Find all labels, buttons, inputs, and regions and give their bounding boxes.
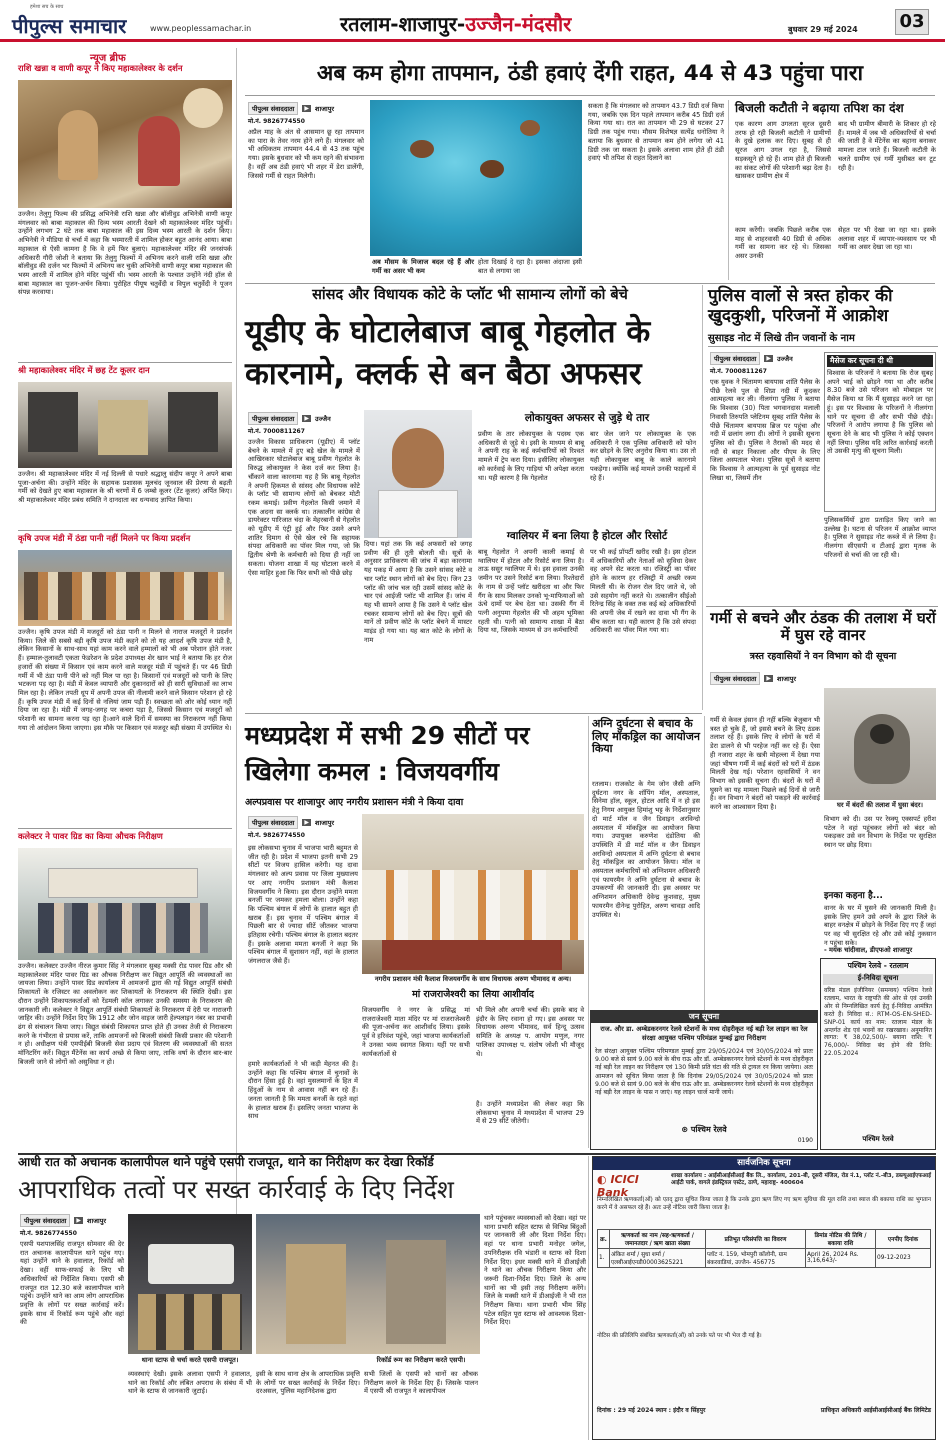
powercut-text-3: काम करेंगी। जबकि पिछले करीब एक माह से शाहरवासी 40 डिग्री से अधिक गर्मी का सामना कर रहे थे। जिसका असर उनकी bbox=[735, 226, 831, 261]
tender-title: ई-निविदा सूचना bbox=[823, 974, 933, 985]
uda-sub1-text-2: बार जेल जाने पर लोकायुक्त के एक अधिकारी ने एक पुलिस अधिकारी को फोन कर छोड़ने के लिए अनुरोध किया था। उस तो यही लोकायुक्त बाबू के काले कारनामे पकड़ेगा। क्योंकि कई मामले उनकी फाइलों में रहे हैं। bbox=[590, 430, 696, 482]
suicide-headline: पुलिस वालों से त्रस्त होकर की खुदकुशी, परिजनों में आक्रोश bbox=[708, 286, 893, 326]
brief-4-photo bbox=[18, 848, 232, 960]
icici-col-header: एनपीए दिनांक bbox=[876, 1230, 931, 1249]
mockdrill-text: रतलाम। राजकोट के गेम जोन जैसी अग्नि दुर्घटना नगर के शॉपिंग मॉल, अस्पताल, सिनेमा हॉल, स्कूल, होटल आदि में न हो इस हेतु निगम आयुक्त हिमांशु भट्ट के निर्देशानुसार दो मार्ट मॉल व जैन डिवाइन अरविन्दो अस्पताल में मॉकड्रिल का आयोजन किया गया। उपायुक्त करुणेश दंडोतिया की उपस्थिति में डी मार्ट मॉल व जैन डिवाइन अरविन्दो अस्पताल में अग्नि दुर्घटना से बचाव हेतु मॉकड्रिल का आयोजन किया। मॉल व अस्पताल कर्मचारियों को अग्निशमन अधिकारी एवं फायरमैन ने अग्नि दुर्घटना से बचाव के उपकरणों की जानकारी दी। इस अवसर पर अग्निशमन अधिकारी देवेन्द्र कुशवाह, मुख्य फायरमैन दीनेन्द्र पुरोहित, अरुण चावड़ा आदि उपस्थित थे। bbox=[592, 780, 700, 919]
vijayvargiya-subhead-2: मां राजराजेश्वरी का लिया आशीर्वाद bbox=[412, 989, 534, 1000]
uda-kicker: सांसद और विधायक कोटे के प्लॉट भी सामान्य लोगों को बेचे bbox=[312, 287, 628, 303]
monkeys-headline: गर्मी से बचने और ठंडक की तलाश में घरों में घुस रहे वानर bbox=[710, 609, 936, 645]
table-cell: 09-12-2023 bbox=[876, 1249, 931, 1268]
railway-notice-footer: ⊛ पश्चिम रेलवे bbox=[681, 1125, 727, 1134]
brief-2-photo bbox=[18, 382, 232, 468]
monkey-photo-caption: घर में बंदरों की तलाश में घुसा बंदर। bbox=[837, 801, 923, 809]
page-number: 03 bbox=[895, 9, 929, 35]
icici-notice bbox=[592, 1156, 936, 1440]
icici-footer: नोटिस की प्रतिलिपि संबंधित ऋणकर्ता(ओं) को उनके पते पर भी भेज दी गई है। bbox=[597, 1333, 762, 1339]
sp-byline: पीपुल्स संवाददाता ▶ शाजापुर bbox=[20, 1214, 124, 1227]
suicide-text-2: पुलिसकर्मियों द्वारा प्रताड़ित किए जाने का उल्लेख है। घटना से परिजन में आक्रोश व्याप्त है। पुलिस ने सुसाइड नोट कब्जे में ले लिया है। नीलगंगा सीएसपी व टीआई द्वारा मृतक के परिजनों से चर्चा की जा रही थी। bbox=[824, 516, 936, 559]
uda-byline: पीपुल्स संवाददाता ▶ उज्जैन bbox=[248, 412, 360, 425]
person-figure bbox=[58, 110, 98, 180]
location-pin-icon: ▶ bbox=[766, 675, 772, 682]
vijayvargiya-text-3: है। उन्होंने मध्यप्रदेश की लेकर कहा कि लोकसभा चुनाव में मध्यप्रदेश में भाजपा 29 में से 29 सीटें जीतेगी। bbox=[476, 1100, 584, 1126]
powercut-text-4: सेहत पर भी देखा जा रहा था। इसके अलावा शहर में व्यापार-व्यवसाय पर भी गर्मी का असर देखा जा रहा था। bbox=[838, 226, 936, 252]
table-cell: 1. bbox=[598, 1249, 610, 1268]
monkeys-byline: पीपुल्स संवाददाता ▶ शाजापुर bbox=[710, 672, 820, 685]
tender-body: वरिष्ठ मंडल इंजीनियर (समन्वय) पश्चिम रेलवे रतलाम, भारत के राष्ट्रपति की ओर से एवं उनकी ओर से निम्नलिखित कार्य हेतु ई-निविदा आमंत्रित करते हैं। निविदा सं.: RTM-OS-EN-SHED-SNP-01 कार्य का नाम: रतलाम मंडल के अन्तर्गत शेड एवं भवनों का रखरखाव। अनुमानित लागत: ₹ 38,02,500/- बयाना राशि: ₹ 76,000/- निविदा बंद होने की तिथि: 22.05.2024 bbox=[824, 987, 932, 1058]
uda-text-2: दिया। यहां तक कि कई अफसरों को जगह प्रवीण की ही तूती बोलती थी। सूत्रों के अनुसार प्राधिकरण की जांच में बड़ा कारनामा यह पकड़ में आया है कि उसने सांसद कोटे व चार प्लॉट स्थान लोगों को बेच दिए। जिन 23 प्लॉट की जांच चल रही उसमें सांसद कोटे के चार एवं आईजी प्लॉट भी शामिल हैं। जांच में यह भी सामने आया है कि उसने ये प्लॉट खेल रचकर सामान्य लोगों को बेच दिए। सूत्रों की मानें तो प्रवीण कोटे के प्लॉट बेचने में मास्टर माइंड हो गया था। यह बात कोटे के लोगों के नाम bbox=[364, 540, 472, 644]
column-divider bbox=[236, 48, 237, 1258]
vijayvargiya-text-1: इस लोकसभा चुनाव में भाजपा भारी बहुमत से जीत रही है। प्रदेश में भाजपा इतनी सभी 29 सीटों पर विजय हासिल करेगी। यह दावा मंगलवार को अल्प प्रवास पर जिला मुख्यालय पर आए नगरीय प्रशासन मंत्री कैलाश विजयवर्गीय ने किया। इस दौरान उन्होंने ममता बनर्जी पर जमकर हमला बोला। उन्होंने कहा कि पश्चिम बंगाल में लोगों के हालात बहुत ही खराब हैं। इस चुनाव में पश्चिम बंगाल में पिछली बार से ज्यादा सीटें जीतकर भाजपा इतिहास रचेगी। पश्चिम बंगाल के हालात बदतर हैं। इसके अलावा ममता बनर्जी ने कहा कि पश्चिम बंगाल में सुशासन नहीं, वहां के हालात जंगलराज जैसे हैं। bbox=[248, 844, 358, 966]
vijayvargiya-photo bbox=[362, 814, 584, 974]
divider bbox=[706, 606, 938, 607]
logo-tagline: हमेशा सच के साथ bbox=[30, 4, 64, 10]
icici-col-header: क्र. bbox=[598, 1230, 610, 1249]
police-officers bbox=[138, 1294, 242, 1350]
icici-table-header bbox=[598, 1230, 931, 1249]
sp-photo-1-caption: थाना स्टाफ से चर्चा करते एसपी राजपूत। bbox=[141, 1356, 239, 1364]
icici-signatory: प्राधिकृत अधिकारी आईसीआईसीआई बैंक लिमिटेड bbox=[820, 1407, 931, 1414]
brief-2-body: उज्जैन। श्री महाकालेश्वर मंदिर में नई दिल्ली से पधारे श्रद्धालु संदीप कपूर ने अपने बाबा पूजा-अर्चना की। उन्होंने मंदिर के सहायक प्रशासक मूलचंद जूनवाल की प्रेरणा से बढ़ती गर्मी को देखते हुए बाबा महाकाल के श्री चरणों में 6 जम्बो कूलर (टेंट कूलर) अर्पित किए। श्री महाकालेश्वर मंदिर प्रबंध समिति ने दानदाता का धन्यवाद ज्ञापित किया। bbox=[18, 470, 232, 505]
swimmer-figure bbox=[410, 140, 434, 158]
weather-photo-caption: अब मौसम के मिजाज बदल रहे हैं और गर्मी का असर भी कम bbox=[372, 258, 474, 275]
sp-text-4: सभी जिलों के एसपी को थानों का औचक निरीक्षण करने के निर्देश दिए हैं। जिसके पालन में एसपी श्री राजपूत ने कालापीपल bbox=[364, 1370, 478, 1396]
website-link[interactable]: www.peoplessamachar.in bbox=[150, 24, 252, 33]
suicide-box-title: मैसेज कर सूचना दी थी bbox=[827, 355, 933, 367]
vijayvargiya-headline: मध्यप्रदेश में सभी 29 सीटों पर खिलेगा कमल : विजयवर्गीय bbox=[245, 721, 530, 787]
table-row bbox=[598, 1249, 931, 1268]
icici-table bbox=[597, 1229, 931, 1268]
location-pin-icon: ▶ bbox=[304, 105, 310, 112]
vijayvargiya-sub-text-2: भी मिले और अपनी चर्चा की। इसके बाद वे इंदौर के लिए रवाना हो गए। इस अवसर पर विधायक अरुण भीमावद, सर्व हिन्दू उत्सव समिति के अध्यक्ष प. आयोग मणुल, नगर पालिका उपाध्यक्ष प. संतोष जोशी भी मौजूद थे। bbox=[476, 1006, 584, 1058]
icici-col-header: डिमांड नोटिस की तिथि / बकाया राशि bbox=[806, 1230, 876, 1249]
officer-figure bbox=[286, 1244, 346, 1344]
icici-body: निम्नलिखित ऋणकर्ता(ओं) को एतद् द्वारा सूचित किया जाता है कि उनके द्वारा ऋण लिए गए ऋण सुविधा की मूल राशि तथा ब्याज की बकाया राशि का भुगतान करने में वे असफल रहे हैं। अतः उन्हें नोटिस जारी किया जाता है। bbox=[597, 1197, 931, 1211]
vijayvargiya-mobile: मो.नं. 9826774550 bbox=[248, 832, 305, 839]
sp-text-2: व्यवस्थाएं देखी। इसके अलावा एसपी ने हवालात, थाने का रिकॉर्ड और लंबित अपराध के संबंध में भी थाने के स्टाफ से जानकारी जुटाई। bbox=[128, 1370, 252, 1396]
swimmer-figure bbox=[520, 120, 540, 136]
icici-date-place: दिनांक : 29 मई 2024 स्थान : इंदौर व सिंहपुर bbox=[597, 1407, 706, 1414]
divider bbox=[18, 828, 232, 829]
man-shirt bbox=[378, 490, 458, 538]
brief-4-body: उज्जैन। कलेक्टर उज्जैन नीरज कुमार सिंह ने मंगलवार सुबह मक्सी रोड पावर ग्रिड और श्री महाकालेश्वर मंदिर पावर ग्रिड का औचक निरीक्षण कर विद्युत आपूर्ति की व्यवस्थाओं का जायजा लिया। उन्होंने पावर ग्रिड कार्यालय में आमजनों द्वारा की गई विद्युत आपूर्ति संबंधी शिकायतों के रजिस्टर का अवलोकन कर शिकायतों के निराकरण की स्थिति देखी। इस दौरान उन्होंने शिकायतकर्ताओं को रेंडमली कॉल लगाकर उनकी समस्या के निराकरण की जानकारी ली। कलेक्टर ने विद्युत आपूर्ति संबंधी शिकायतों के निराकरण में देरी पर नाराजगी जाहिर की। उन्होंने निर्देश दिए कि 1912 और जोन वाइज जारी हेल्पलाइन नंबर का प्रभावी ढंग से संचालन किया जाए। विद्युत संबंधी शिकायत प्राप्त होते ही उनका तेजी से निराकरण करने के गंभीरता से प्रयास करें, ताकि आमजनों को बिजली संबंधी किसी प्रकार की परेशानी न हो। अधीक्षण यंत्री एमपीईबी बिजली सेवा प्रदाय एवं वितरण की व्यवस्थाओं की सतत मॉनिटरिंग करें। विद्युत मैंटेनेंस का कार्य अच्छे से किया जाए, ताकि वर्षा के दौरान बार-बार बिजली जाने से लोगों को असुविधा न हो। bbox=[18, 962, 232, 1066]
weather-text-2: सकता है कि मंगलवार को तापमान 43.7 डिग्री दर्ज किया गया, जबकि एक दिन पहले तापमान करीब 45 डिग्री दर्ज किया गया था। रात का तापमान भी 29 से घटकर 27 डिग्री तक पहुंच गया। मौसम विशेषज्ञ सत्येंद्र धनोतिया ने बताया कि बुधवार से तापमान कम होने लगेगा जो 41 डिग्री तक जा सकता है। इसके अलावा शाम होते ही ठंडी हवाएं भी तपिश से राहत दिलाने का bbox=[588, 102, 724, 163]
suicide-text-1: एक युवक ने चिंतामण बायपास शांति पैलेस के पीछे रेलवे पुल से शिप्रा नदी में कूदकर आत्महत्या कर ली। नीलगंगा पुलिस ने बताया कि विश्वास (30) पिता भगवानदास मलाली निवासी तिरुपति प्लेटिनम सुबह शांति पैलेस के पीछे चिंतामण बायपास ब्रिज पर पहुंचा और नदी में छलांग लगा दी। लोगों ने इसकी सूचना पुलिस को दी। पुलिस ने तैराकों की मदद से नदी से बाहर निकाला और पीएम के लिए जिला अस्पताल भेजा। पुलिस सूत्रों ने बताया कि विश्वास ने आत्महत्या के पूर्व सुसाइड नोट लिखा था, जिसमें तीन bbox=[710, 378, 820, 482]
table-cell: प्लॉट नं. 159, भोमपुरी कॉलोनी, ग्राम बंकरवाडियां, उज्जैन- 456775 bbox=[706, 1249, 806, 1268]
uda-sub1-text-1: प्रवीण के तार लोकायुक्त के पदस्थ एक अधिकारी से जुड़े थे। इसी के माध्यम से बाबू ने अपनी राह के कई कर्मचारियों को रिश्वत मामले में ट्रेप करा दिया। इसीलिए लोकायुक्त को कार्रवाई के लिए गाड़ियां भी अपेक्षा करता था। यही कारण है कि गेहलोत bbox=[478, 430, 584, 482]
powercut-text-1: एक कारण आग उगलता सूरज दूसरी तरफ हो रही बिजली कटौती ने ग्रामीणों के दुखे हलाक कर दिए। सुबह से ही सूरज आग उगल रहा है, जिससे सड़कसूने हो रहे हैं। शाम होते ही बिजली का संकट लोगों की परेशानी बढ़ा देता है। खासकर ग्रामीण क्षेत्र में bbox=[735, 120, 831, 181]
man-face bbox=[392, 428, 444, 488]
brief-4-headline: कलेक्टर ने पावर ग्रिड का किया औचक निरीक्षण bbox=[18, 831, 163, 841]
vijayvargiya-sub-text-1: विजयवर्गीय ने नगर के प्रसिद्ध मां राजराजेश्वरी माता मंदिर पर मां राजराजेश्वरी की पूजा-अर्चना कर आशीर्वाद लिया। इसके पूर्व वे हरिवंश पहुंचे, जहां भाजपा कार्यकर्ताओं ने उनका भव्य स्वागत किया। यहीं पर सभी कार्यकर्ताओं से bbox=[362, 1006, 470, 1058]
office-counter bbox=[48, 868, 198, 898]
sp-text-1: एसपी यशपालसिंह राजपूत सोमवार की देर रात अचानक कालापीपल थाने पहुंच गए। यहां उन्होंने थाने के हवालात, रिकॉर्ड को देखा। वहीं साफ-सफाई के लिए भी अधिकारियों को निर्देशित किया। एसपी श्री राजपूत रात 12.30 बजे कालापीपल थाने पहुंचे। उन्होंने थाने का आम लोग आपराधिक प्रवृत्ति के लोगों पर सख्त कार्रवाई करें। इसके साथ में रिकॉर्ड रूम पहुंचे और वहां की bbox=[20, 1240, 124, 1327]
location-pin-icon: ▶ bbox=[304, 415, 310, 422]
uda-accused-photo bbox=[364, 410, 472, 538]
icici-logo: ◐ ICICI Bank bbox=[597, 1173, 639, 1199]
icici-col-header: ऋणकर्ता का नाम /सह-ऋणकर्ता / जमानतदार / ऋण खाता संख्या bbox=[610, 1230, 706, 1249]
shivling-image bbox=[183, 88, 223, 128]
powercut-headline: बिजली कटौती ने बढ़ाया तपिश का दंश bbox=[735, 101, 904, 115]
icici-col-header: प्रतिभूत परिसंपत्ति का विवरण bbox=[706, 1230, 806, 1249]
news-brief-label: न्यूज ब्रीफ bbox=[90, 53, 126, 64]
uda-sub2-text-1: बाबू गेहलोत ने अपनी काली कमाई से ग्वालियर में होटल और रिसोर्ट बना लिया है। ताऊ ससुर ग्वालियर में थे। इस हवाला उनकी जमीन पर उसने रिसोर्ट बना लिया। रिश्तेदारों के नाम से उन्हें प्लॉट खरीदता था और फिर गैंग के साथ मिलकर उनको भू-माफियाओं को ऊंचे दामों पर बेच देता था। उसकी गैंग में पत्नी अनुपमा गेहलोत की भी अहम भूमिका रहती थी। पत्नी को सामान्य शाखा में बैठा दिया था, जिसके माध्यम से उन कर्मचारियों bbox=[478, 548, 584, 635]
seating-area bbox=[382, 940, 562, 970]
person-figure bbox=[138, 116, 180, 186]
leaders-group bbox=[362, 870, 584, 940]
location-pin-icon: ▶ bbox=[304, 819, 310, 826]
uda-sub2-text-2: पर भी कई प्रॉपर्टी खरीद रखी है। इस होटल में अधिकारियों और नेताओं को सुविधा देकर वह अपने सेट करता था। रजिस्ट्री का पॉवर होने के कारण हर रजिस्ट्री में अच्छी रकम मिलती थी। के रोजन रोल दिए जाते थे, जो उसे सहयोग नहीं करते थे। तत्कालीन सीईओ रितेन्द्र सिंह के वक्त तक कई बड़े अधिकारियों की अपनी जेब में रखने का दावा भी गैंग के बीच करता था। यही कारण है कि उसे संपदा अधिकारी का पॉवर मिल गया था। bbox=[590, 548, 696, 635]
uda-subhead-1: लोकायुक्त अफसर से जुड़े थे तार bbox=[524, 412, 650, 424]
brief-3-body: उज्जैन। कृषि उपज मंडी में मजदूरों को ठंडा पानी न मिलने से नाराज मजदूरों ने प्रदर्शन किया। जिले की सबसे बड़ी कृषि उपज मंडी कहने को तो यह आदर्श कृषि उपज मंडी है, लेकिन किसानों के साथ-साथ यहां काम करने वाले हम्मालों को भी अब परेशान होते नजर हैं। हम्माल-तुलावटी एकता फेडरेशन के प्रदेश उपाध्यक्ष शेर खान भाई ने बताया कि हर रोज हजारों की संख्या में किसान एवं काम करने वाले मजदूर मंडी में पहुंचते हैं। पर 46 डिग्री गर्मी में भी ठंडा पानी पीने को नहीं मिल पा रहा है। किसानों एवं मजदूरों को पानी के लिए भटकना पड़ रहा है। मंडी में केवल व्यापारी और दुकानदारों को ही सारी सुविधाओं का लाभ मिल रहा है। लेकिन तपती धूप में अपनी उपज की नीलामी करने वाले किसान परेशान हो रहे हैं। कृषि उपज मंडी में कई दिनों से नलियां जाम पड़ी हैं। स्वच्छता को ओर कोई ध्यान नहीं दिया जा रहा है। मंडी में जगह-जगह पर कचरा पड़ा है, जिससे किसान एवं मजदूरों को परेशानी का सामना करना पड़ रहा है।आने वाले दिनों में समस्या का निराकरण नहीं किया गया तो आंदोलन किया जाएगा। इस मौके पर किसान एवं मजदूर बड़ी संख्या में उपस्थित थे। bbox=[18, 628, 232, 732]
vijayvargiya-byline-wrap bbox=[248, 816, 358, 842]
weather-text-below: होता दिखाई दे रहा है। इसका अंदाजा इसी बात से लगाया जा bbox=[478, 258, 582, 275]
vijayvargiya-subhead: अल्पप्रवास पर शाजापुर आए नगरीय प्रशासन मंत्री ने किया दावा bbox=[245, 797, 464, 808]
monkeys-quote-title: इनका कहना है... bbox=[824, 891, 883, 901]
railway-notice bbox=[590, 1010, 818, 1150]
section-title bbox=[340, 10, 571, 37]
brief-3-headline: कृषि उपज मंडी में ठंडा पानी नहीं मिलने पर किया प्रदर्शन bbox=[18, 533, 191, 543]
divider bbox=[245, 95, 935, 96]
weather-text-1: अप्रैल माह के अंत से आसमान छू रहा तापमान का पारा के तेवर नरम होने लगे हैं। मंगलवार को भी अधिकतम तापमान 44.4 से 43 तक पहुंच गया। इसके बुधवार को भी कम रहने की संभावना है। वहीं अब ठंडी हवाएं भी शहर में डेरा डालेंगी, जिससे गर्मी से राहत मिलेगी। bbox=[248, 128, 364, 180]
cooler-image bbox=[168, 392, 218, 452]
railway-notice-heading: राज. और डा. अम्बेडकरनगर रेलवे स्टेशनों के मध्य दोहरीकृत नई बड़ी रेल लाइन का रेल संरक्षा आयुक्त पश्चिम परिमंडल मुम्बई द्वारा निरीक्षण bbox=[600, 1025, 808, 1042]
powercut-text-2: बाद भी ग्रामीण बीमारी के शिकार हो रहे हैं। मामले में जब भी अधिकारियों से चर्चा की जाती है वे मेंटेनेंस का बहाना बनाकर मामला टाल जाते हैं। बिजली कटौती के चलते ग्रामीण एवं गर्मी मुसीबत बन टूट रही है। bbox=[838, 120, 936, 172]
issue-date: बुधवार 29 मई 2024 bbox=[788, 25, 858, 34]
swimmer-figure bbox=[480, 160, 504, 178]
monkeys-byline-wrap bbox=[710, 672, 820, 686]
uda-mobile: मो.नं. 7000811267 bbox=[248, 428, 305, 435]
suicide-byline: पीपुल्स संवाददाता ▶ उज्जैन bbox=[710, 352, 820, 365]
newspaper-logo bbox=[8, 4, 168, 38]
railway-notice-body: रेल संरक्षा आयुक्त पश्चिम परिमण्डल मुम्बई द्वारा 29/05/2024 एवं 30/05/2024 को प्रातः 9.00 बजे से सायं 9.00 बजे के बीच राऊ और डॉ. अम्बेडकरनगर रेलवे स्टेशनों के मध्य दोहरीकृत नई बड़ी रेल लाइन का निरीक्षण एवं 130 किमी प्रति घंटा की गति से ट्रायल रन किया जायेगा। अतः आमजन को सूचित किया जाता है कि दिनांक 29/05/2024 एवं 30/05/2024 को प्रातः 9.00 बजे से सायं 9.00 बजे के बीच राऊ और डा. अम्बेडकरनगर रेलवे स्टेशनों के मध्य दोहरीकृत नई बड़ी रेल लाइन के पास न जाएं। यह लाइन चार्ज मानी जाये। bbox=[595, 1048, 813, 1096]
sp-photo-2 bbox=[256, 1214, 480, 1354]
column-divider bbox=[588, 716, 589, 1148]
protesters-group bbox=[24, 572, 224, 620]
section-title-prefix: रतलाम-शाजापुर- bbox=[340, 12, 466, 36]
vijayvargiya-text-2: हमारे कार्यकर्ताओं ने भी कड़ी मेहनत की है। उन्होंने कहा कि पश्चिम बंगाल में चुनावों के दौरान हिंसा हुई है। वहां मुसलमानों के हित में हिंदुओं के नाम से आवास नहीं बन रहे हैं। जनता जानती है कि ममता बनर्जी के रहते वहां के हालात खराब हैं। इसलिए जनता भाजपा के साथ bbox=[248, 1060, 358, 1121]
suicide-mobile: मो.नं. 7000811267 bbox=[710, 368, 767, 375]
railway-notice-ref: 0190 bbox=[797, 1137, 813, 1144]
suicide-col-1 bbox=[710, 352, 820, 602]
uda-headline: यूडीए के घोटालेबाज बाबू गेहलोत के कारनामे, क्लर्क से बन बैठा अफसर bbox=[245, 314, 651, 392]
weather-headline: अब कम होगा तापमान, ठंडी हवाएं देंगी राहत, 44 से 43 पहुंचा पारा bbox=[316, 61, 864, 86]
weather-mobile: मो.नं. 9826774550 bbox=[248, 118, 305, 125]
icici-logo-icon: ◐ bbox=[597, 1173, 611, 1186]
monkeys-text-1: गर्मी से केवल इंसान ही नहीं बल्कि बेजुबान भी त्रस्त हो चुके हैं, जो इससे बचने के लिए ठंडक तलाश रहे हैं। इसके लिए वे लोगों के घरों में डेरा डालने से भी परहेज नहीं कर रहे हैं। ऐसा ही नजारा शहर के खत्री मोहल्ला में देखा गया जहां भीषण गर्मी में कई बंदरों को घरों में ठंडक मिलती देख गई। परेशान रहवासियों ने वन विभाग को इसकी सूचना दी। बंदरों के घरों में घुसने का यह मामला पिछले कई दिनों से जारी है। वन विभाग ने बंदरों को पकड़ने की कार्रवाई करने का आश्वासन दिया है। bbox=[710, 716, 820, 812]
uda-subhead-2: ग्वालियर में बना लिया है होटल और रिसोर्ट bbox=[506, 530, 668, 542]
cooler-image bbox=[28, 392, 78, 452]
logo-text: पीपुल्स समाचार bbox=[12, 14, 127, 38]
sp-text-5: थाने पहुंचकर व्यवस्थाओं को देखा। वहां पर थाना प्रभारी सहित स्टाफ से विभिन्न बिंदुओं पर जानकारी ली और दिशा निर्देश दिए। वहां पर थाना प्रभारी मनोहर जगेल, उपनिरीक्षक रवि भंडारी व स्टाफ को दिशा निर्देश दिए। इधर मक्सी थाने में डीआईजी ने थाने का औचक निरीक्षण किया और जरूरी दिशा-निर्देश दिए। जिले के अन्य थानों का भी इसी तरह निरीक्षण करेंगे। जिले के मक्सी थाने में डीआईजी ने भी रात निरीक्षण किया। थाना प्रभारी भीम सिंह पटेल सहित पूरा स्टाफ को आवश्यक दिशा-निर्देश दिए। bbox=[484, 1214, 586, 1327]
location-pin-icon: ▶ bbox=[766, 355, 772, 362]
icici-address: शाखा कार्यालय : आईसीआईसीआई बैंक लि., कार्यालय, 201-बी, दूसरी मंजिल, रोड नं.1, प्लॉट नं.-बी3, डब्ल्यूआईएफआई आईटी पार्क, वागले इंडस्ट्रियल एस्टेट, ठाणे, महाराष्ट्र- 400604 bbox=[671, 1173, 931, 1187]
weather-byline: पीपुल्स संवाददाता ▶ शाजापुर bbox=[248, 102, 364, 115]
monkey-face bbox=[870, 724, 894, 744]
sp-photo-2-caption: रिकॉर्ड रूम का निरीक्षण करते एसपी। bbox=[376, 1356, 466, 1364]
sp-headline: आपराधिक तत्वों पर सख्त कार्रवाई के दिए निर्देश bbox=[18, 1175, 454, 1204]
monkeys-quote-by: - मयंक चांदीवाल, डीएफओ शाजापुर bbox=[824, 946, 913, 954]
table-cell: अंकित शर्मा / सुधा शर्मा / एलबीआईएनडी00003625221 bbox=[610, 1249, 706, 1268]
uda-text-1: उज्जैन विकास प्राधिकरण (यूडीए) में प्लॉट बेचने के मामले में हुए बड़े खेल के मामले में आखिरकार घोटालेबाज बाबू प्रवीण गेहलोत के विरुद्ध लोकायुक्त ने केस दर्ज कर लिया है। चौंकाने वाला कारनामा यह है कि बाबू गेहलोत ने अपनी हिकमत से सांसद और विधायक कोटे के प्लॉट भी सामान्य लोगों को बेचकर मोटी रकम कमाई। प्रवीण गेहलोत किसी जमाने में एक अदना सा क्लर्क था। तत्कालीन कांग्रेस से डायरेक्टर पारिजात चंदा के मेहरबानी से गेहलोत को यूडीए में एंट्री हुई और फिर उसने अपने शातिर दिमाग से ऐसे खेल रचे कि सहायक संपदा अधिकारी का पॉवर मिल गया, जो कि द्वितीय श्रेणी के कर्मचारी को दिया ही नहीं जा सकता। योजना शाखा में यह घोटाला करने में ऐसा माहिर हुआ कि फिर सभी को पीछे छोड़ bbox=[248, 438, 360, 577]
brief-1-headline: राशि खन्ना व वाणी कपूर ने किए महाकालेश्वर के दर्शन bbox=[18, 63, 183, 73]
table-cell: April 26, 2024 Rs. 3,16,643/- bbox=[806, 1249, 876, 1268]
monkeys-text-2: विभाग को दी। उस पर रेस्क्यू एक्सपर्ट हरीश पटेल ने वहां पहुंचकर लोगों को बंदर को पकड़कर उसे वन विभाग के निर्देश पर सुरक्षित स्थान पर छोड़ दिया। bbox=[824, 815, 936, 850]
location-pin-icon: ▶ bbox=[76, 1217, 82, 1224]
divider bbox=[245, 283, 935, 284]
mockdrill-headline: अग्नि दुर्घटना से बचाव के लिए मॉकड्रिल का आयोजन किया bbox=[592, 717, 700, 756]
column-divider bbox=[704, 716, 705, 1016]
tender-footer: पश्चिम रेलवे bbox=[862, 1135, 894, 1143]
monkeys-quote: वानर के घर में घुसने की जानकारी मिली है। इसके लिए हमने उसे अपने के द्वारा जिले के बाहर वनक्षेत्र में छोड़ने के निर्देश दिए गए हैं जहां पर वह भी सुरक्षित रहे और उसे कोई नुकसान न पहुंचा सके। bbox=[824, 904, 936, 947]
column-divider bbox=[588, 1156, 589, 1440]
weather-photo bbox=[370, 100, 582, 256]
column-divider bbox=[728, 100, 729, 280]
monkey-photo bbox=[824, 688, 936, 800]
brief-3-photo bbox=[18, 550, 232, 626]
divider bbox=[18, 530, 232, 531]
divider bbox=[18, 362, 232, 363]
vijayvargiya-byline: पीपुल्स संवाददाता ▶ शाजापुर bbox=[248, 816, 358, 829]
uda-col-1 bbox=[248, 412, 360, 710]
brief-1-body: उज्जैन। तेलुगु फिल्म की प्रसिद्ध अभिनेत्री राशि खन्ना और बॉलीवुड अभिनेत्री वाणी कपूर मंगलवार को बाबा महाकाल की दिव्य भस्म आरती देखने श्री महाकालेश्वर मंदिर पहुंचीं। उन्होंने लगभग 2 घंटे तक बाबा महाकाल की इस दिव्य भस्म आरती के दर्शन किए। अभिनेत्री ने मीडिया से चर्चा में कहा कि भस्मारती में शामिल होकर बहुत आनंद आया। बाबा महाकाल से ऐसी कामना है कि वे हमें फिर बुलाएं। महाकालेश्वर मंदिर की जनसंपर्क अधिकारी गौरी जोशी ने बताया कि तेलुगु फिल्मों में अभिनय करने वाली राशि खन्ना और बॉलीवुड की दर्जन भर फिल्मों में अभिनय कर चुकी अभिनेत्री वाणी कपूर बाबा महाकाल की भस्म आरती में शामिल होने मंदिर पहुंचीं थी। भस्म आरती के पश्चात उन्होंने नंदी हॉल से बाबा महाकाल का पूजन-अर्चन किया। पुरोहित पीयूष चतुर्वेदी व विपुल चतुर्वेदी ने पूजन संपन्न करवाया। bbox=[18, 210, 232, 297]
railway-notice-title: जन सूचना bbox=[591, 1011, 817, 1023]
sp-text-3: इसी के साथ थाना क्षेत्र के आपराधिक प्रवृत्ति के लोगों पर सख्त कार्रवाई के निर्देश दिए। दरअसल, पुलिस महानिदेशक द्वारा bbox=[256, 1370, 360, 1396]
suicide-box bbox=[824, 352, 936, 512]
sp-photo-1 bbox=[128, 1214, 252, 1354]
people-group bbox=[98, 400, 148, 455]
police-vehicle bbox=[148, 1244, 234, 1284]
suicide-box-text: विश्वास के परिजनों ने बताया कि रोज सुबह अपने भाई को छोड़ने गया था और करीब 8.30 बजे उसे परिजन को मोबाइल पर मैसेज किया था कि मैं सुसाइड करने जा रहा हूं। इस पर विश्वास के परिजनों ने नीलगंगा थाने पर सूचना दी और सभी पीछे दौड़े। परिजनों ने आरोप लगाया है कि पुलिस को सूचना देने के बाद भी पुलिस ने कोई एक्शन नहीं लिया। पुलिस यदि त्वरित कार्रवाई करती तो उसकी मृत्यु की सूचना मिली। bbox=[827, 369, 933, 456]
sp-kicker: आधी रात को अचानक कालापीपल थाने पहुंचे एसपी राजपूत, थाने का निरीक्षण कर देखा रिकॉर्ड bbox=[18, 1155, 434, 1169]
vijayvargiya-photo-caption: नगरीय प्रशासन मंत्री कैलाश विजयवर्गीय के साथ विधायक अरुण भीमावद व अन्य। bbox=[374, 975, 572, 983]
weather-col-1 bbox=[248, 102, 364, 262]
masthead bbox=[0, 0, 945, 42]
divider bbox=[245, 713, 702, 714]
railway-logo-icon: ⊛ bbox=[681, 1125, 691, 1134]
brief-1-photo bbox=[18, 80, 232, 208]
sp-byline-wrap bbox=[20, 1214, 124, 1238]
suicide-subhead: सुसाइड नोट में लिखे तीन जवानों के नाम bbox=[708, 333, 938, 347]
icici-notice-title: सार्वजनिक सूचना bbox=[593, 1157, 935, 1170]
section-title-suffix: उज्जैन-मंदसौर bbox=[465, 12, 572, 36]
officer-figure bbox=[386, 1240, 446, 1344]
column-divider bbox=[702, 285, 703, 710]
tender-org: पश्चिम रेलवे - रतलाम bbox=[847, 961, 909, 970]
monkeys-subhead: त्रस्त रहवासियों ने वन विभाग को दी सूचना bbox=[749, 651, 897, 662]
officials-group bbox=[38, 903, 208, 953]
sp-mobile: मो.नं. 9826774550 bbox=[20, 1230, 77, 1237]
tender-notice bbox=[820, 958, 936, 1150]
brief-2-headline: श्री महाकालेश्वर मंदिर में छह टेंट कूलर दान bbox=[18, 365, 150, 375]
